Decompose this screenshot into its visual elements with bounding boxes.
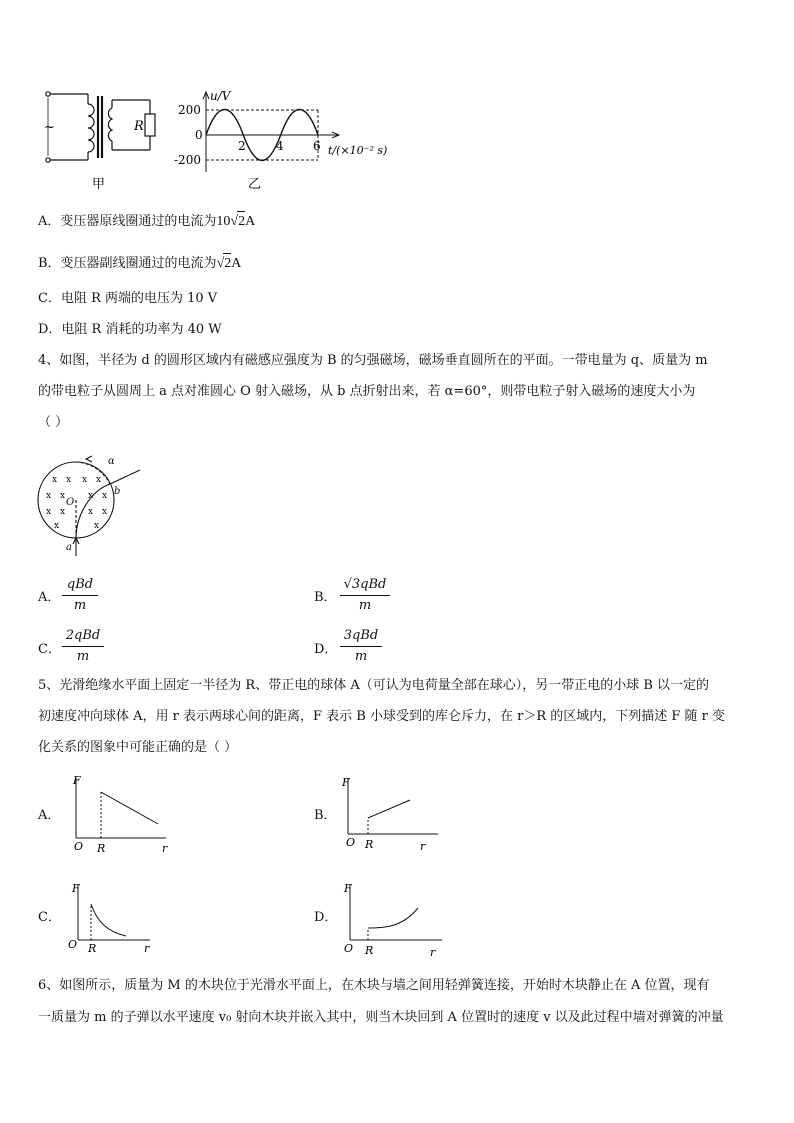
q5-d-axis-O: O (344, 942, 354, 955)
q4-opt-b-num: √3qBd (343, 577, 387, 592)
q4-opt-c-den: m (76, 649, 90, 664)
magnetic-field-figure (30, 446, 160, 558)
q3-b-unit: A (231, 256, 242, 271)
tick-4: 4 (276, 139, 284, 153)
q3-option-b-value: √2A (217, 256, 242, 271)
q6-text-line2: 一质量为 m 的子弹以水平速度 v₀ 射向木块并嵌入其中，则当木块回到 A 位置时的速度 v 以及此过程中墙对弹簧的冲量 (38, 1010, 724, 1025)
q3-b-radicand: 2 (223, 253, 231, 274)
q4-opt-a-fraction (62, 576, 98, 615)
transformer-figure (36, 86, 166, 196)
q5-graph-d (338, 878, 448, 960)
q5-c-axis-O: O (68, 938, 78, 951)
q4-opt-c-num: 2qBd (65, 628, 101, 643)
q3-option-d: D．电阻 R 消耗的功率为 40 W (38, 322, 222, 337)
q5-d-axis-R: R (365, 944, 374, 957)
q3-option-a-text: A．变压器原线圈通过的电流为 (38, 214, 217, 229)
field-x-13: x (54, 521, 60, 531)
q4-opt-c-label: C． (38, 642, 61, 657)
q5-text-line3: 化关系的图象中可能正确的是（ ） (38, 740, 238, 755)
q5-a-axis-O: O (74, 840, 84, 853)
axis-t-label: t/(×10⁻² s) (328, 144, 388, 157)
label-jia: 甲 (92, 177, 106, 192)
field-x-2: x (66, 475, 72, 485)
field-x-10: x (60, 507, 66, 517)
field-x-7: x (88, 491, 94, 501)
q5-c-axis-F: F (72, 882, 80, 895)
q3-a-unit: A (245, 214, 256, 229)
resistor-label: R (134, 119, 144, 134)
q5-opt-b-label: B． (314, 808, 337, 823)
q4-opt-d-fraction (340, 627, 382, 666)
q4-opt-a-label: A． (38, 590, 61, 605)
field-x-8: x (102, 491, 108, 501)
q4-opt-c-fraction (62, 627, 104, 666)
field-x-11: x (88, 507, 94, 517)
q4-text-line1: 4、如图，半径为 d 的圆形区域内有磁感应强度为 B 的匀强磁场，磁场垂直圆所在的平面。一带电量为 q、质量为 m (38, 353, 708, 368)
q5-a-axis-R: R (97, 842, 106, 855)
q4-opt-d-num: 3qBd (343, 628, 379, 643)
q5-graph-c (64, 878, 164, 958)
q5-opt-a-label: A． (38, 808, 61, 823)
tick-0: 0 (195, 128, 203, 142)
q4-text-line2: 的带电粒子从圆周上 a 点对准圆心 O 射入磁场，从 b 点折射出来，若 α=60°，则带电粒子射入磁场的速度大小为 (38, 384, 696, 399)
q5-graph-a (66, 772, 176, 856)
q5-d-axis-r: r (430, 946, 436, 959)
q5-text-line1: 5、光滑绝缘水平面上固定一半径为 R、带正电的球体 A（可认为电荷量全部在球心），另一带正电的小球 B 以一定的 (38, 678, 710, 693)
q5-opt-c-label: C． (38, 910, 61, 925)
field-x-4: x (96, 475, 102, 485)
field-x-6: x (60, 491, 66, 501)
q5-d-axis-F: F (344, 882, 352, 895)
field-x-3: x (82, 475, 88, 485)
q3-option-b-text: B．变压器副线圈通过的电流为 (38, 256, 217, 271)
q4-opt-a-num: qBd (66, 577, 94, 592)
field-x-9: x (46, 507, 52, 517)
q4-opt-a-den: m (73, 598, 87, 613)
q5-text-line2: 初速度冲向球体 A，用 r 表示两球心间的距离，F 表示 B 小球受到的库仑斥力，在 r＞R 的区域内，下列描述 F 随 r 变 (38, 709, 726, 724)
axis-u-label: u/V (210, 89, 231, 103)
q5-b-axis-F: F (342, 776, 350, 789)
fig-O-label: O (66, 497, 75, 508)
q4-text-line3: （ ） (38, 415, 69, 430)
field-x-14: x (94, 521, 100, 531)
label-yi: 乙 (248, 177, 262, 192)
fig-a-label: a (66, 542, 72, 553)
q5-c-axis-r: r (144, 942, 150, 955)
q3-option-c: C．电阻 R 两端的电压为 10 V (38, 291, 218, 306)
q4-opt-b-den: m (358, 598, 372, 613)
q5-b-axis-r: r (420, 840, 426, 853)
tick-2: 2 (238, 139, 246, 153)
ac-symbol: ~ (44, 120, 55, 135)
q4-opt-d-den: m (354, 649, 368, 664)
q4-opt-b-label: B． (314, 590, 337, 605)
q5-graph-b (338, 772, 448, 856)
q3-option-a (38, 211, 255, 232)
q5-b-axis-O: O (346, 836, 356, 849)
field-x-5: x (46, 491, 52, 501)
fig-alpha-label: α (108, 456, 115, 467)
q3-a-coef: 10 (216, 214, 231, 229)
q4-opt-d-label: D． (314, 642, 338, 657)
q6-text-line1: 6、如图所示，质量为 M 的木块位于光滑水平面上，在木块与墙之间用轻弹簧连接，开始时木块静止在 A 位置，现有 (38, 978, 710, 993)
q4-opt-b-num-text: 3qBd (351, 577, 387, 592)
fig-b-label: b (114, 486, 121, 497)
q3-a-radicand: 2 (237, 211, 245, 232)
field-x-12: x (102, 507, 108, 517)
tick-200: 200 (178, 103, 201, 117)
q5-a-axis-r: r (162, 842, 168, 855)
tick-neg200: -200 (174, 153, 201, 167)
field-x-1: x (52, 475, 58, 485)
q5-b-axis-R: R (365, 838, 374, 851)
q4-opt-b-fraction (340, 576, 390, 615)
tick-6: 6 (313, 139, 321, 153)
q5-opt-d-label: D． (314, 910, 338, 925)
q5-a-axis-F: F (73, 774, 81, 787)
q3-option-a-value: 10√2A (216, 214, 255, 229)
q3-option-b (38, 253, 241, 274)
q5-c-axis-R: R (88, 942, 97, 955)
waveform-chart (168, 86, 398, 196)
